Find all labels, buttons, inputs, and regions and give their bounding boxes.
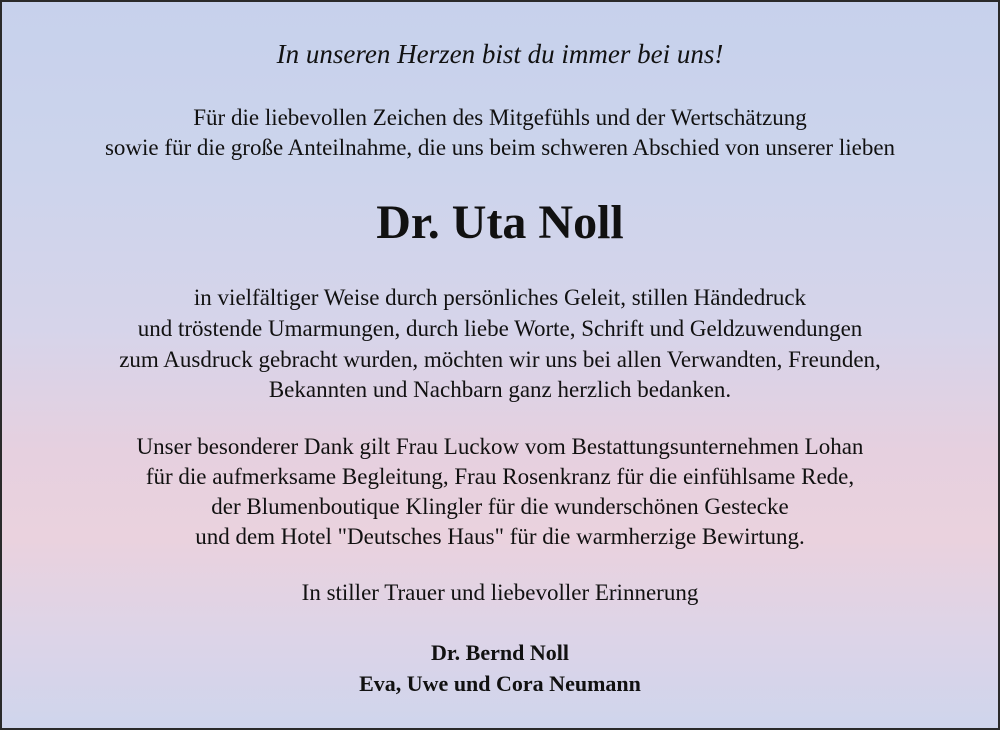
thanks-line: für die aufmerksame Begleitung, Frau Rosenkranz für die einfühlsame Rede, [145,464,855,489]
body-line: in vielfältiger Weise durch persönliches Geleit, stillen Händedruck [193,285,807,310]
deceased-name: Dr. Uta Noll [376,196,624,249]
thanks-line: Unser besonderer Dank gilt Frau Luckow vom Bestattungsunternehmen Lohan [136,434,864,459]
signature-name: Dr. Bernd Noll [431,640,569,665]
body-line: zum Ausdruck gebracht wurden, möchten wir uns bei allen Verwandten, Freunden, [119,347,881,372]
closing-line: In stiller Trauer und liebevoller Erinnerung [301,580,699,605]
body-line: Bekannten und Nachbarn ganz herzlich bedanken. [268,377,732,402]
intro-line: Für die liebevollen Zeichen des Mitgefühls und der Wertschätzung [193,105,807,130]
signature-name: Eva, Uwe und Cora Neumann [359,671,641,696]
body-line: und tröstende Umarmungen, durch liebe Worte, Schrift und Geldzuwendungen [137,316,863,341]
intro-line: sowie für die große Anteilnahme, die uns beim schweren Abschied von unserer lieben [104,135,896,160]
thanks-line: und dem Hotel "Deutsches Haus" für die warmherzige Bewirtung. [195,524,805,549]
notice-heading: In unseren Herzen bist du immer bei uns! [276,39,724,69]
thanks-line: der Blumenboutique Klingler für die wunderschönen Gestecke [211,494,789,519]
